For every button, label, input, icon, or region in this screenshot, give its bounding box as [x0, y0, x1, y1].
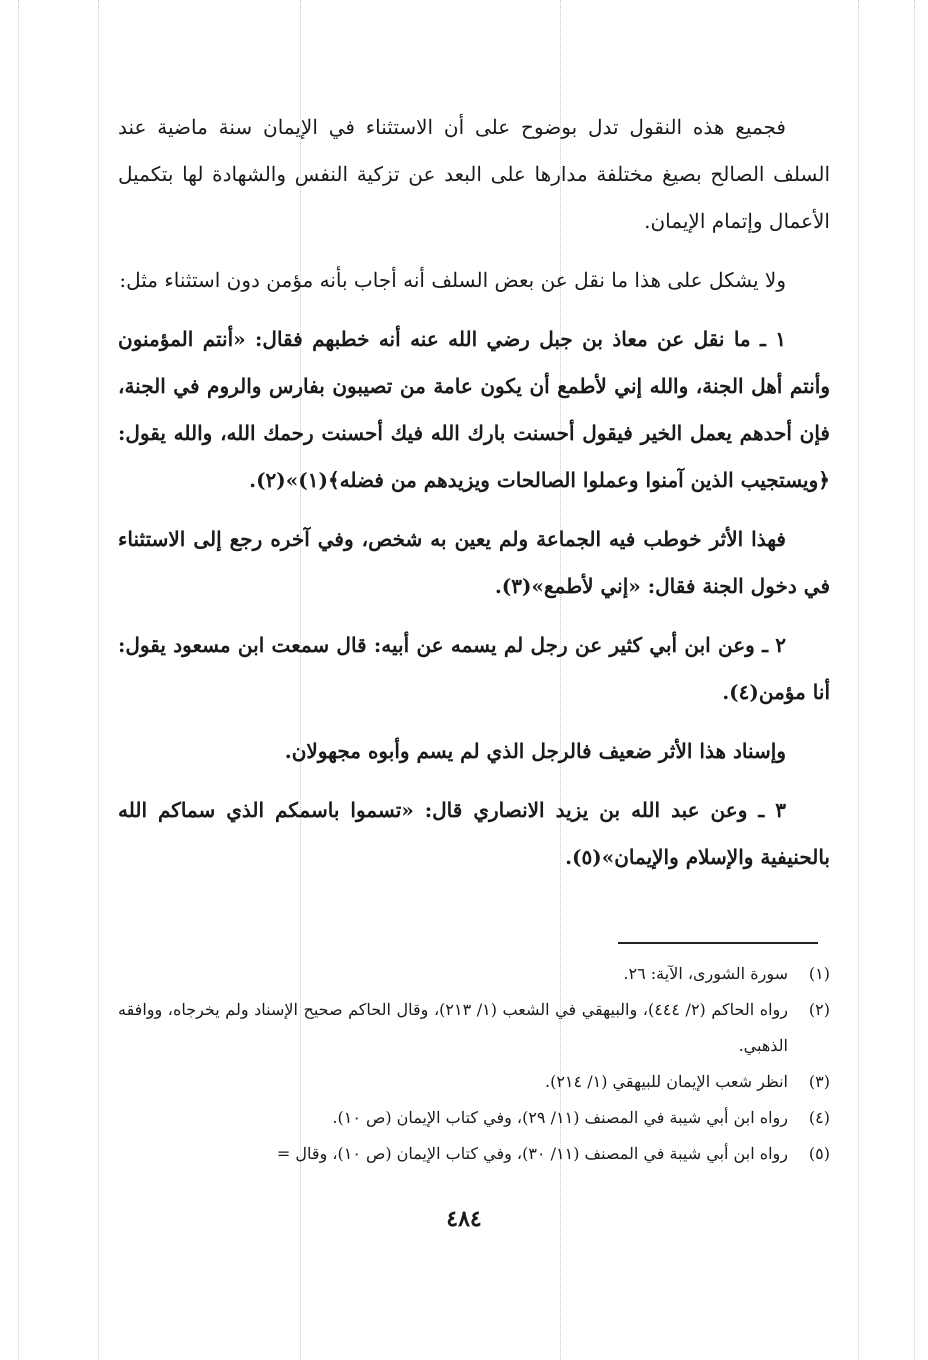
footnote-text: رواه الحاكم (٢/ ٤٤٤)، والبيهقي في الشعب (١/ ٢١٣)، وقال الحاكم صحيح الإسناد ولم يخرجاه، ووافقه الذهبي. — [118, 1000, 788, 1055]
paragraph-4: فهذا الأثر خوطب فيه الجماعة ولم يعين به شخص، وفي آخره رجع إلى الاستثناء في دخول الجنة فقال: «إني لأطمع»(٣). — [118, 527, 830, 598]
paragraph-1: فجميع هذه النقول تدل بوضوح على أن الاستثناء في الإيمان سنة ماضية عند السلف الصالح بصيغ مختلفة مدارها على البعد عن تزكية النفس والشهادة لها بتكميل الأعمال وإتمام الإيمان. — [118, 115, 830, 233]
page-number: ٤٨٤ — [446, 1206, 482, 1232]
footnote-number: (٥) — [808, 1144, 830, 1163]
paragraph-6: وإسناد هذا الأثر ضعيف فالرجل الذي لم يسم وأبوه مجهولان. — [284, 739, 786, 763]
footnote-1 — [118, 956, 830, 992]
footnote-5 — [118, 1136, 830, 1172]
footnotes — [118, 956, 830, 1172]
paragraph-3: ١ ـ ما نقل عن معاذ بن جبل رضي الله عنه أنه خطبهم فقال: «أنتم المؤمنون وأنتم أهل الجنة، والله إني لأطمع أن يكون عامة من تصيبون بفارس والروم في الجنة، فإن أحدهم يعمل الخير فيقول أحسنت بارك الله فيك أحسنت رحمك الله، والله يقول: ﴿ويستجيب الذين آمنوا وعملوا الصالحات ويزيدهم من فضله﴾(١)»(٢). — [118, 327, 830, 492]
page-body — [118, 104, 830, 881]
paragraph-2: ولا يشكل على هذا ما نقل عن بعض السلف أنه أجاب بأنه مؤمن دون استثناء مثل: — [119, 268, 786, 292]
footnote-text: انظر شعب الإيمان للبيهقي (١/ ٢١٤). — [545, 1072, 788, 1091]
paragraph-5: ٢ ـ وعن ابن أبي كثير عن رجل لم يسمه عن أبيه: قال سمعت ابن مسعود يقول: أنا مؤمن(٤). — [118, 633, 830, 704]
footnote-2 — [118, 992, 830, 1064]
footnote-number: (٣) — [808, 1072, 830, 1091]
footnote-4 — [118, 1100, 830, 1136]
footnote-number: (٢) — [808, 1000, 830, 1019]
footnote-text: رواه ابن أبي شيبة في المصنف (١١/ ٢٩)، وفي كتاب الإيمان (ص ١٠). — [332, 1108, 788, 1127]
footnote-number: (٤) — [808, 1108, 830, 1127]
footnote-separator — [618, 942, 818, 944]
paragraph-7: ٣ ـ وعن عبد الله بن يزيد الانصاري قال: «تسموا باسمكم الذي سماكم الله بالحنيفية والإسلام والإيمان»(٥). — [118, 798, 830, 869]
footnote-text: سورة الشورى، الآية: ٢٦. — [623, 964, 788, 983]
footnote-number: (١) — [808, 964, 830, 983]
footnote-text: رواه ابن أبي شيبة في المصنف (١١/ ٣٠)، وفي كتاب الإيمان (ص ١٠)، وقال = — [276, 1144, 788, 1163]
footnote-3 — [118, 1064, 830, 1100]
